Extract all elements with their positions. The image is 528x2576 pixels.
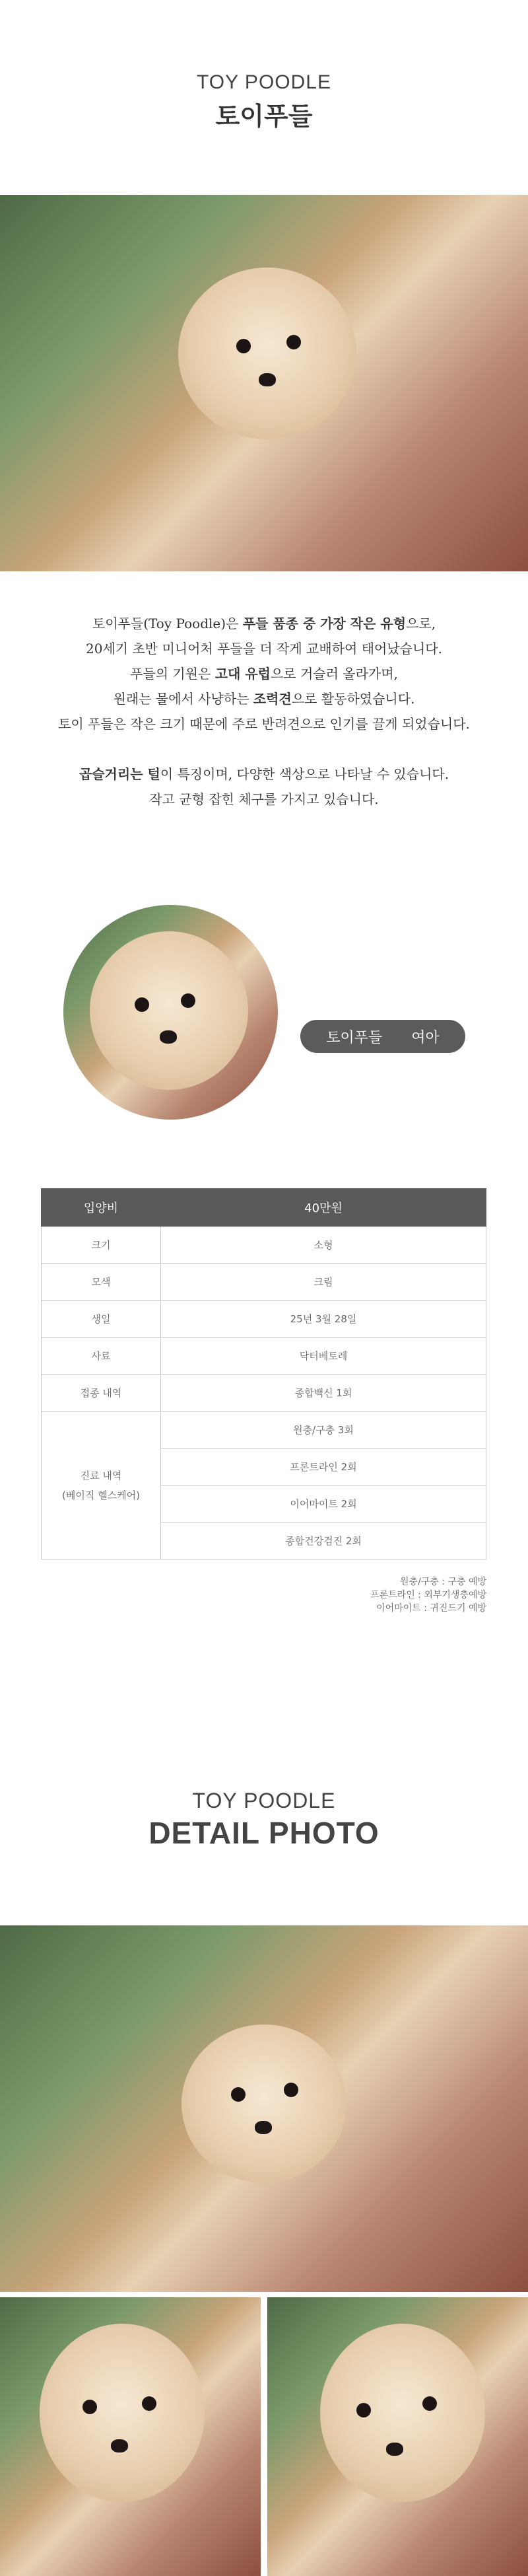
row-label: 모색 [42, 1264, 161, 1301]
intro-text-segment: 으로 활동하였습니다. [291, 691, 415, 707]
row-label: 생일 [42, 1301, 161, 1338]
row-label: 접종 내역 [42, 1375, 161, 1412]
intro-text-segment: 20세기 초반 미니어처 푸들을 더 작게 교배하여 태어났습니다. [86, 641, 442, 657]
table-header-row [42, 1189, 486, 1227]
table-row [42, 1338, 486, 1375]
intro-line [0, 611, 528, 636]
intro-text-segment: 원래는 물에서 사냥하는 [113, 691, 253, 707]
treatment-value: 프론트라인 2회 [161, 1449, 486, 1485]
table-header-value: 40만원 [161, 1189, 486, 1227]
footnote: 프론트라인 : 외부기생충예방 [370, 1590, 486, 1600]
treatment-value: 종합건강검진 2회 [161, 1522, 486, 1559]
intro-text-segment: 작고 균형 잡힌 체구를 가지고 있습니다. [149, 791, 379, 807]
sex-label: 여아 [411, 1029, 440, 1046]
intro-text-segment: 푸들의 기원은 [130, 666, 215, 682]
intro-paragraph-2 [0, 762, 528, 812]
detail-title: DETAIL PHOTO [148, 1816, 380, 1850]
intro-text-segment: 토이푸들(Toy Poodle)은 [92, 616, 243, 631]
detail-photo-1 [0, 1925, 528, 2292]
row-value: 종합백신 1회 [161, 1375, 486, 1412]
row-value: 소형 [161, 1227, 486, 1264]
intro-text-segment: 으로 거슬러 올라가며, [270, 666, 398, 682]
row-label: 크기 [42, 1227, 161, 1264]
detail-subtitle: TOY POODLE [192, 1789, 336, 1812]
table-row [42, 1264, 486, 1301]
intro-line [0, 787, 528, 812]
header-subtitle: TOY POODLE [197, 71, 331, 93]
intro-text-segment: 토이 푸들은 작은 크기 때문에 주로 반려견으로 인기를 끌게 되었습니다. [58, 716, 470, 732]
treatment-label [42, 1412, 161, 1559]
table-row [42, 1227, 486, 1264]
row-value: 크림 [161, 1264, 486, 1301]
breed-sex-badge [300, 1020, 465, 1053]
intro-emphasis: 조력견 [253, 691, 292, 707]
row-label: 사료 [42, 1338, 161, 1375]
intro-text-segment: 으로, [406, 616, 436, 631]
hero-photo [0, 195, 528, 571]
header-title: 토이푸들 [215, 102, 313, 131]
treatment-label-line2: (베이직 헬스케어) [62, 1489, 140, 1501]
table-header-label: 입양비 [42, 1189, 161, 1227]
intro-line [0, 762, 528, 787]
intro-line [0, 661, 528, 686]
detail-photo-3 [267, 2297, 528, 2576]
table-row [42, 1375, 486, 1412]
table-row [42, 1301, 486, 1338]
footnote: 이어마이트 : 귀진드기 예방 [376, 1603, 486, 1614]
footnotes [370, 1575, 486, 1615]
intro-text [0, 611, 528, 812]
intro-line [0, 686, 528, 711]
row-value: 25년 3월 28일 [161, 1301, 486, 1338]
intro-line [0, 636, 528, 661]
treatment-value: 이어마이트 2회 [161, 1485, 486, 1522]
info-table [41, 1188, 486, 1559]
intro-emphasis: 곱슬거리는 털 [79, 766, 160, 782]
detail-photo-2 [0, 2297, 261, 2576]
intro-text-segment: 이 특징이며, 다양한 색상으로 나타날 수 있습니다. [160, 766, 449, 782]
table-row [42, 1412, 486, 1449]
intro-emphasis: 고대 유럽 [214, 666, 271, 682]
row-value: 닥터베토레 [161, 1338, 486, 1375]
treatment-label-line1: 진료 내역 [80, 1469, 122, 1482]
intro-paragraph-1 [0, 611, 528, 736]
treatment-value: 원충/구충 3회 [161, 1412, 486, 1449]
intro-line [0, 711, 528, 736]
footnote: 원충/구충 : 구충 예방 [400, 1577, 486, 1587]
profile-photo [63, 905, 278, 1120]
breed-label: 토이푸들 [326, 1029, 383, 1046]
intro-emphasis: 푸들 품종 중 가장 작은 유형 [242, 616, 407, 631]
